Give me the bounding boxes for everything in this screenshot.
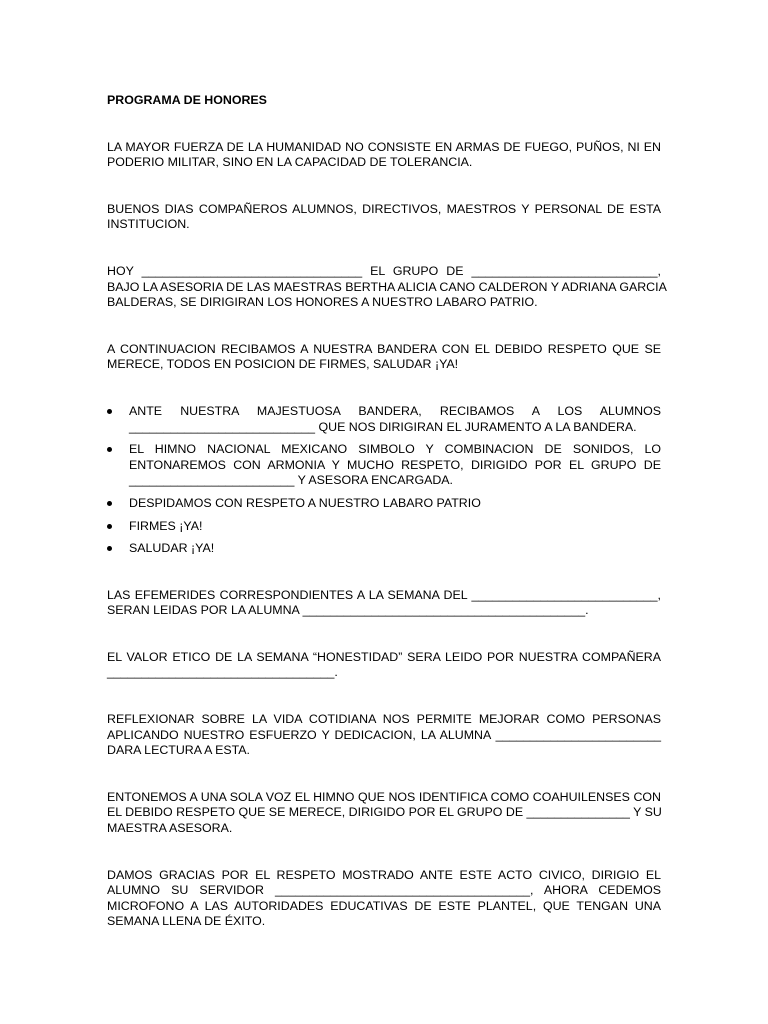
reflection-paragraph xyxy=(107,712,661,759)
greeting-line-1: BUENOS DIAS COMPAÑEROS ALUMNOS, DIRECTIVOS, MAESTROS Y PERSONAL DE ESTA xyxy=(107,201,661,216)
closing-line-3: MICROFONO A LAS AUTORIDADES EDUCATIVAS DE ESTE PLANTEL, QUE TENGAN UNA xyxy=(107,898,661,913)
step-2-line-1: EL HIMNO NACIONAL MEXICANO SIMBOLO Y COMBINACION DE SONIDOS, LO xyxy=(129,442,661,457)
tolerance-quote xyxy=(107,140,661,171)
coahuila-anthem-line-3: MAESTRA ASESORA. xyxy=(107,821,233,836)
coahuila-anthem-line-1: ENTONEMOS A UNA SOLA VOZ EL HIMNO QUE NOS IDENTIFICA COMO COAHUILENSES CON xyxy=(107,789,661,804)
ceremony-steps-list xyxy=(107,404,661,557)
flag-reception-line-1: A CONTINUACION RECIBAMOS A NUESTRA BANDERA CON EL DEBIDO RESPETO QUE SE xyxy=(107,341,661,356)
step-4: FIRMES ¡YA! xyxy=(129,518,203,533)
efemerides-line-2: SERAN LEIDAS POR LA ALUMNA _________________________________________. xyxy=(107,603,589,618)
bullet-icon xyxy=(107,524,112,529)
greeting-paragraph xyxy=(107,202,661,233)
step-2-line-2: ENTONAREMOS CON ARMONIA Y MUCHO RESPETO, DIRIGIDO POR EL GRUPO DE xyxy=(129,457,661,472)
intro-line-1: HOY ________________________________ EL GRUPO DE ___________________________, xyxy=(107,263,661,278)
reflection-line-1: REFLEXIONAR SOBRE LA VIDA COTIDIANA NOS PERMITE MEJORAR COMO PERSONAS xyxy=(107,712,661,727)
step-2-line-3: ________________________ Y ASESORA ENCARGADA. xyxy=(129,473,454,488)
quote-line-2: PODERIO MILITAR, SINO EN LA CAPACIDAD DE TOLERANCIA. xyxy=(107,155,473,170)
document-title: PROGRAMA DE HONORES xyxy=(107,93,267,107)
list-item xyxy=(107,404,661,435)
bullet-icon xyxy=(107,501,112,506)
step-5: SALUDAR ¡YA! xyxy=(129,541,215,556)
list-item xyxy=(107,541,661,557)
flag-reception-paragraph xyxy=(107,342,661,373)
closing-line-2: ALUMNO SU SERVIDOR _____________________________________, AHORA CEDEMOS xyxy=(107,883,661,898)
coahuila-anthem-paragraph xyxy=(107,790,661,837)
closing-paragraph xyxy=(107,868,661,930)
intro-line-3: BALDERAS, SE DIRIGIRAN LOS HONORES A NUESTRO LABARO PATRIO. xyxy=(107,295,538,310)
list-item xyxy=(107,519,661,535)
flag-reception-line-2: MERECE, TODOS EN POSICION DE FIRMES, SALUDAR ¡YA! xyxy=(107,357,459,372)
reflection-line-3: DARA LECTURA A ESTA. xyxy=(107,743,250,758)
efemerides-paragraph xyxy=(107,588,661,619)
coahuila-anthem-line-2: EL DEBIDO RESPETO QUE SE MERECE, DIRIGIDO POR EL GRUPO DE _______________ Y SU xyxy=(107,805,662,820)
document-page xyxy=(107,93,667,930)
bullet-icon xyxy=(107,409,112,414)
intro-line-2: BAJO LA ASESORIA DE LAS MAESTRAS BERTHA ALICIA CANO CALDERON Y ADRIANA GARCIA xyxy=(107,279,667,294)
step-1-line-1: ANTE NUESTRA MAJESTUOSA BANDERA, RECIBAMOS A LOS ALUMNOS xyxy=(129,403,661,418)
quote-line-1: LA MAYOR FUERZA DE LA HUMANIDAD NO CONSISTE EN ARMAS DE FUEGO, PUÑOS, NI EN xyxy=(107,139,661,154)
bullet-icon xyxy=(107,546,112,551)
bullet-icon xyxy=(107,447,112,452)
intro-paragraph xyxy=(107,263,667,311)
closing-line-4: SEMANA LLENA DE ÉXITO. xyxy=(107,914,266,929)
step-3: DESPIDAMOS CON RESPETO A NUESTRO LABARO PATRIO xyxy=(129,495,481,510)
efemerides-line-1: LAS EFEMERIDES CORRESPONDIENTES A LA SEMANA DEL ___________________________, xyxy=(107,587,661,602)
ethical-value-line-2: _________________________________. xyxy=(107,665,338,680)
reflection-line-2: APLICANDO NUESTRO ESFUERZO Y DEDICACION, LA ALUMNA ________________________ xyxy=(107,727,661,742)
list-item xyxy=(107,496,661,512)
closing-line-1: DAMOS GRACIAS POR EL RESPETO MOSTRADO ANTE ESTE ACTO CIVICO, DIRIGIO EL xyxy=(107,867,661,882)
ethical-value-line-1: EL VALOR ETICO DE LA SEMANA “HONESTIDAD” SERA LEIDO POR NUESTRA COMPAÑERA xyxy=(107,649,661,664)
greeting-line-2: INSTITUCION. xyxy=(107,217,190,232)
ethical-value-paragraph xyxy=(107,650,661,681)
step-1-line-2: ___________________________ QUE NOS DIRIGIRAN EL JURAMENTO A LA BANDERA. xyxy=(129,419,637,434)
list-item xyxy=(107,442,661,489)
